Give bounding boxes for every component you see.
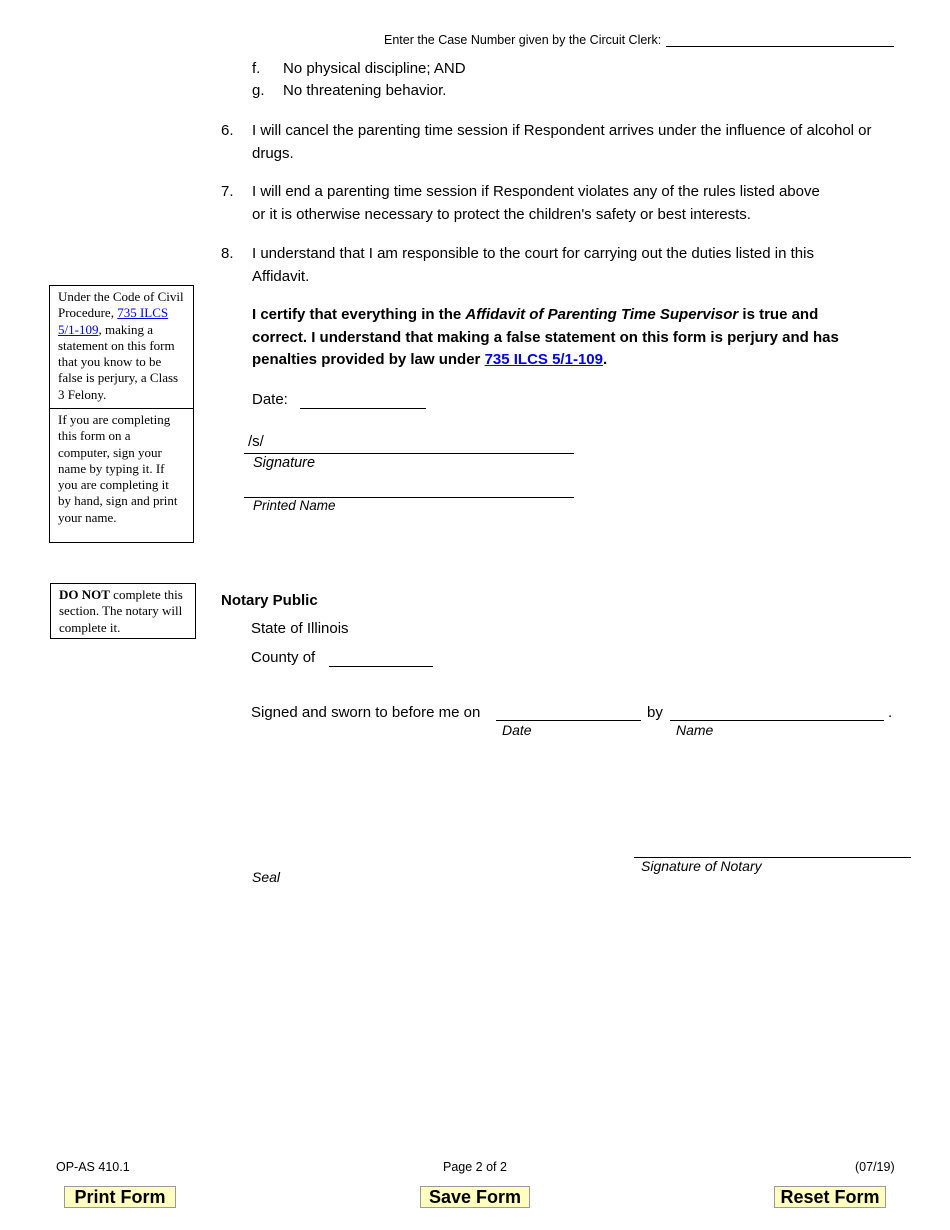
- sworn-label: Signed and sworn to before me on: [251, 704, 481, 721]
- case-number-field[interactable]: [666, 32, 894, 47]
- item-line: drugs.: [252, 144, 294, 162]
- list-item-text: No physical discipline; AND: [283, 60, 466, 77]
- notary-heading: Notary Public: [221, 592, 318, 609]
- perjury-notice-box: Under the Code of Civil Procedure, 735 ILCS 5/1-109, making a statement on this form that you know to be false is perjury, a Class 3 Felony.: [49, 285, 194, 409]
- by-label: by: [647, 704, 663, 721]
- signing-instructions-box: If you are completing this form on a computer, sign your name by typing it. If you are completing it by hand, sign and print your name.: [49, 408, 194, 543]
- item-line: or it is otherwise necessary to protect the children's safety or best interests.: [252, 205, 751, 223]
- signature-field[interactable]: [244, 436, 574, 454]
- date-caption: Date: [502, 722, 532, 738]
- date-field[interactable]: [300, 392, 426, 409]
- sworn-name-field[interactable]: [670, 704, 884, 721]
- signature-caption: Signature: [253, 455, 316, 471]
- page-number: Page 2 of 2: [443, 1160, 507, 1174]
- list-item: [252, 80, 265, 103]
- item-number: 6.: [221, 122, 234, 139]
- item-line: I understand that I am responsible to the court for carrying out the duties listed in this: [252, 245, 814, 262]
- notary-notice-emphasis: DO NOT: [59, 587, 110, 602]
- list-marker: f.: [252, 60, 261, 77]
- statute-link[interactable]: 735 ILCS 5/1-109: [484, 351, 603, 368]
- printed-name-field[interactable]: [244, 480, 574, 498]
- item-line: Affidavit.: [252, 267, 310, 285]
- certification-line: correct. I understand that making a false statement on this form is perjury and has: [252, 328, 839, 346]
- item-line: I will cancel the parenting time session if Respondent arrives under the influence of alcohol or: [252, 122, 872, 139]
- case-number-label: Enter the Case Number given by the Circuit Clerk:: [384, 33, 662, 47]
- sworn-date-field[interactable]: [496, 704, 641, 721]
- item-line: I will end a parenting time session if Respondent violates any of the rules listed above: [252, 183, 820, 200]
- notary-notice-box: DO NOT complete this section. The notary will complete it.: [50, 583, 196, 639]
- signature-value: /s/: [248, 433, 264, 450]
- certification-statement: [252, 304, 839, 372]
- sentence-period: .: [888, 704, 893, 721]
- certification-line: penalties provided by law under 735 ILCS 5/1-109.: [252, 351, 608, 368]
- print-form-button[interactable]: Print Form: [64, 1186, 176, 1208]
- county-label: County of: [251, 649, 316, 666]
- notary-signature-caption: Signature of Notary: [641, 858, 762, 874]
- list-marker: g.: [252, 82, 265, 99]
- list-item-text: No threatening behavior.: [283, 82, 447, 99]
- save-form-button[interactable]: Save Form: [420, 1186, 530, 1208]
- item-number: 7.: [221, 183, 234, 200]
- list-item: [252, 58, 260, 81]
- notary-state: State of Illinois: [251, 620, 349, 637]
- item-text: [252, 181, 820, 226]
- form-name: Affidavit of Parenting Time Supervisor: [465, 306, 739, 323]
- form-code: OP-AS 410.1: [56, 1160, 130, 1174]
- printed-name-caption: Printed Name: [253, 498, 336, 513]
- revision-date: (07/19): [855, 1160, 895, 1174]
- item-number: 8.: [221, 245, 234, 262]
- notary-signature-field[interactable]: [634, 840, 911, 858]
- name-caption: Name: [676, 722, 714, 738]
- statute-link[interactable]: 735 ILCS 5/1-109: [58, 305, 169, 337]
- item-text: [252, 120, 872, 165]
- seal-label: Seal: [252, 869, 281, 885]
- certification-line: I certify that everything in the Affidavit of Parenting Time Supervisor is true and: [252, 306, 819, 323]
- date-label: Date:: [252, 391, 288, 408]
- item-text: [252, 243, 814, 288]
- county-field[interactable]: [329, 650, 433, 667]
- reset-form-button[interactable]: Reset Form: [774, 1186, 886, 1208]
